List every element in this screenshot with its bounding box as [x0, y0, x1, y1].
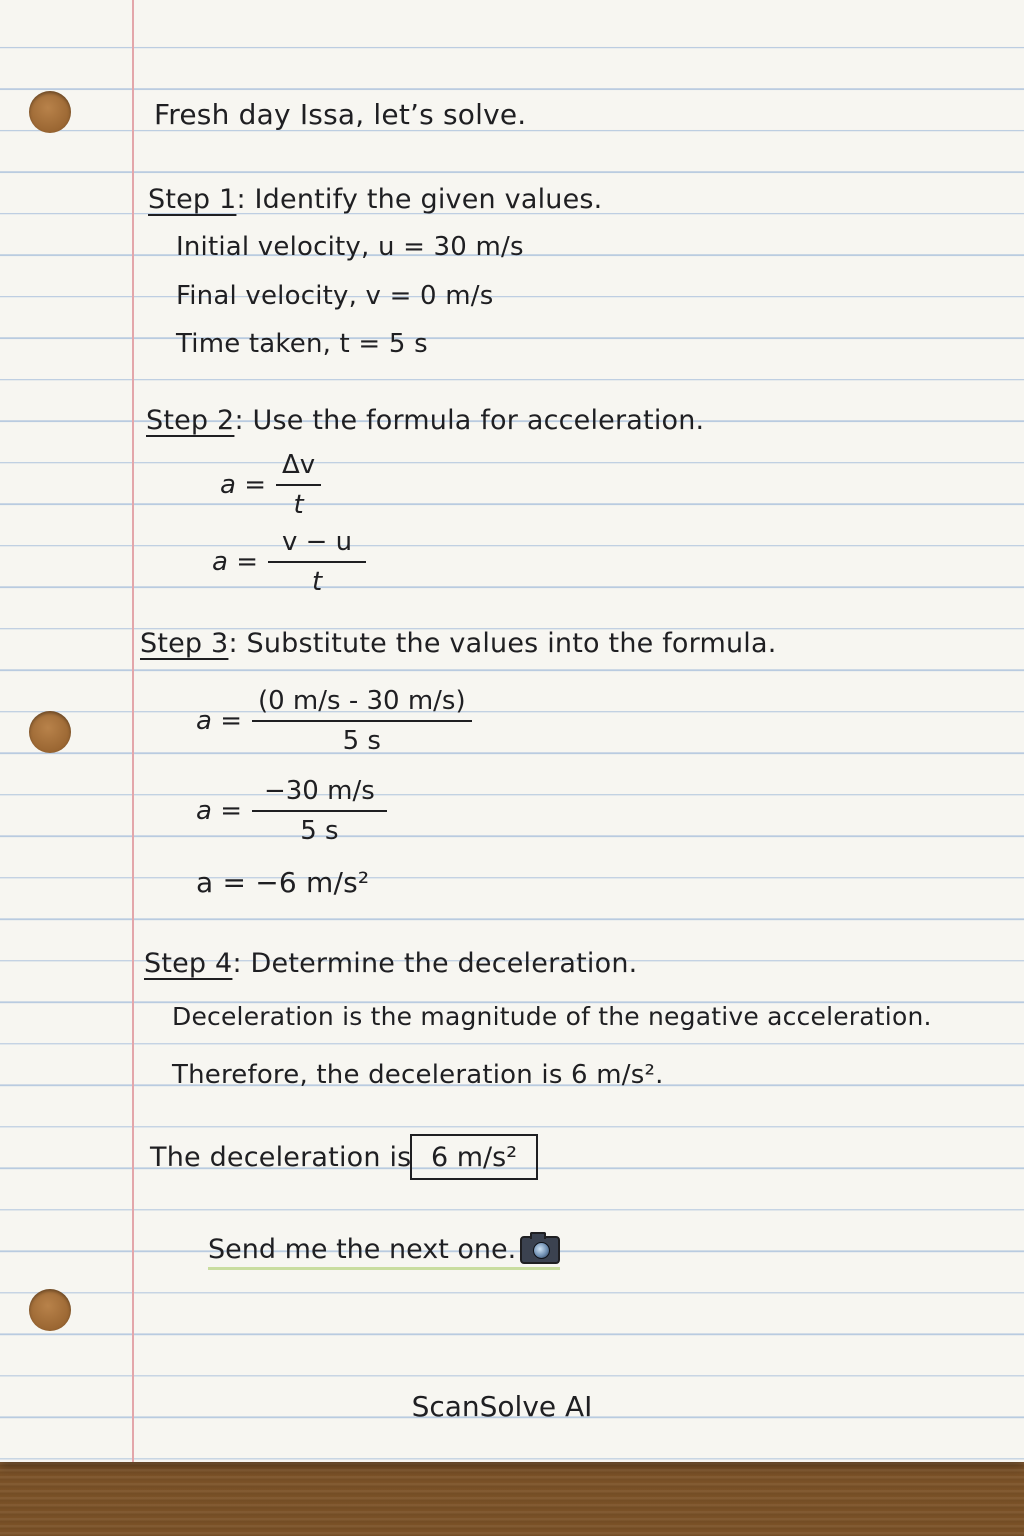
formula-lhs: a = — [220, 470, 266, 500]
step3-heading — [140, 628, 777, 659]
formula-lhs: a = — [212, 547, 258, 577]
formula-delta-v — [220, 450, 321, 520]
step4-heading — [144, 948, 637, 979]
wooden-desk — [0, 1462, 1024, 1536]
formula-numerator: −30 m/s — [252, 776, 387, 812]
formula-lhs: a = — [196, 706, 242, 736]
step3-label: Step 3 — [140, 628, 229, 659]
formula-numerator: Δv — [276, 450, 321, 486]
step4-label: Step 4 — [144, 948, 233, 979]
simplified-equation — [196, 776, 387, 846]
conclusion-text: The deceleration is — [150, 1142, 412, 1173]
given-time: Time taken, t = 5 s — [176, 329, 428, 359]
given-final-velocity: Final velocity, v = 0 m/s — [176, 281, 494, 311]
next-problem-text: Send me the next one. — [208, 1234, 517, 1265]
formula-denominator: t — [311, 567, 323, 597]
punch-hole — [29, 1289, 71, 1331]
final-answer-box: 6 m/s² — [410, 1134, 538, 1180]
deceleration-statement: Therefore, the deceleration is 6 m/s². — [172, 1060, 664, 1090]
formula-denominator: t — [293, 490, 304, 520]
step2-title: : Use the formula for acceleration. — [234, 405, 705, 436]
formula-lhs: a = — [196, 796, 242, 826]
formula-numerator: v − u — [268, 527, 366, 563]
camera-icon — [520, 1236, 560, 1264]
given-initial-velocity: Initial velocity, u = 30 m/s — [176, 232, 524, 262]
punch-hole — [29, 711, 71, 753]
substitution-equation — [196, 686, 472, 756]
step2-heading — [146, 405, 704, 436]
step1-label: Step 1 — [148, 184, 237, 215]
margin-line — [132, 0, 134, 1462]
deceleration-definition: Deceleration is the magnitude of the negative acceleration. — [172, 1002, 932, 1031]
acceleration-result: a = −6 m/s² — [196, 866, 370, 899]
step2-label: Step 2 — [146, 405, 235, 436]
formula-numerator: (0 m/s - 30 m/s) — [252, 686, 472, 722]
step1-title: : Identify the given values. — [236, 184, 603, 215]
step4-title: : Determine the deceleration. — [232, 948, 638, 979]
greeting: Fresh day Issa, let’s solve. — [154, 98, 527, 131]
formula-denominator: 5 s — [342, 726, 381, 756]
formula-v-minus-u — [212, 527, 366, 597]
formula-denominator: 5 s — [300, 816, 339, 846]
next-problem-prompt — [208, 1234, 560, 1270]
brand-footer: ScanSolve AI — [411, 1390, 593, 1423]
step1-heading — [148, 184, 602, 215]
step3-title: : Substitute the values into the formula. — [228, 628, 777, 659]
punch-hole — [29, 91, 71, 133]
